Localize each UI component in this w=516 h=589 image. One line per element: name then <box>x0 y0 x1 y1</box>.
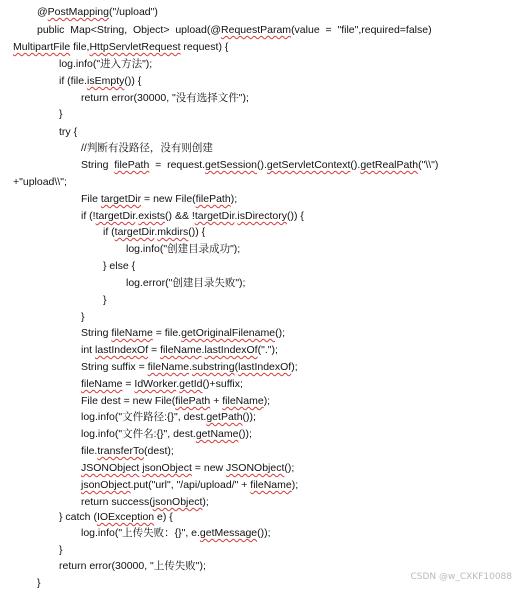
code-line: } <box>81 311 85 323</box>
code-line: log.info("进入方法"); <box>59 58 153 70</box>
code-line: return error(30000, "上传失败"); <box>59 560 206 572</box>
code-line: log.info("文件名:{}", dest.getName()); <box>81 428 252 440</box>
code-line: log.info("上传失败：{}", e.getMessage()); <box>81 527 271 539</box>
code-line: log.info("文件路径:{}", dest.getPath()); <box>81 411 256 423</box>
code-line: String filePath = request.getSession().getServletContext().getRealPath("\\") <box>81 159 439 171</box>
code-line: int lastIndexOf = fileName.lastIndexOf("."); <box>81 344 278 356</box>
code-line: } <box>103 294 107 306</box>
code-line: log.info("创建目录成功"); <box>126 243 241 255</box>
code-line: if (targetDir.mkdirs()) { <box>103 226 206 238</box>
code-line: //判断有没路径，没有则创建 <box>81 142 213 154</box>
code-line: String suffix = fileName.substring(lastIndexOf); <box>81 361 298 373</box>
code-line: return error(30000, "没有选择文件"); <box>81 92 249 104</box>
code-line: MultipartFile file,HttpServletRequest request) { <box>13 41 229 53</box>
code-line: String fileName = file.getOriginalFilename(); <box>81 327 285 339</box>
code-line: fileName = IdWorker.getId()+suffix; <box>81 378 243 390</box>
code-line: return success(jsonObject); <box>81 496 209 508</box>
code-line: } else { <box>103 260 136 272</box>
code-line: +"upload\\"; <box>13 176 67 188</box>
csdn-watermark: CSDN @w_CXKF10088 <box>410 572 512 582</box>
code-line: } <box>59 108 63 120</box>
code-line: } catch (IOException e) { <box>59 511 173 523</box>
code-line: File targetDir = new File(filePath); <box>81 193 238 205</box>
code-line: try { <box>59 126 78 138</box>
code-line: } <box>37 577 41 589</box>
code-line: if (!targetDir.exists() && !targetDir.isDirectory()) { <box>81 210 304 222</box>
code-line: File dest = new File(filePath + fileName); <box>81 395 271 407</box>
code-line: JSONObject jsonObject = new JSONObject(); <box>81 462 295 474</box>
code-line: jsonObject.put("url", "/api/upload/" + fileName); <box>81 479 299 491</box>
code-line: log.error("创建目录失败"); <box>126 277 246 289</box>
code-line: if (file.isEmpty()) { <box>59 75 142 87</box>
code-line: public Map<String, Object> upload(@RequestParam(value = "file",required=false) <box>37 24 432 36</box>
code-line: } <box>59 544 63 556</box>
code-line: @PostMapping("/upload") <box>37 6 158 18</box>
code-line: file.transferTo(dest); <box>81 445 174 457</box>
